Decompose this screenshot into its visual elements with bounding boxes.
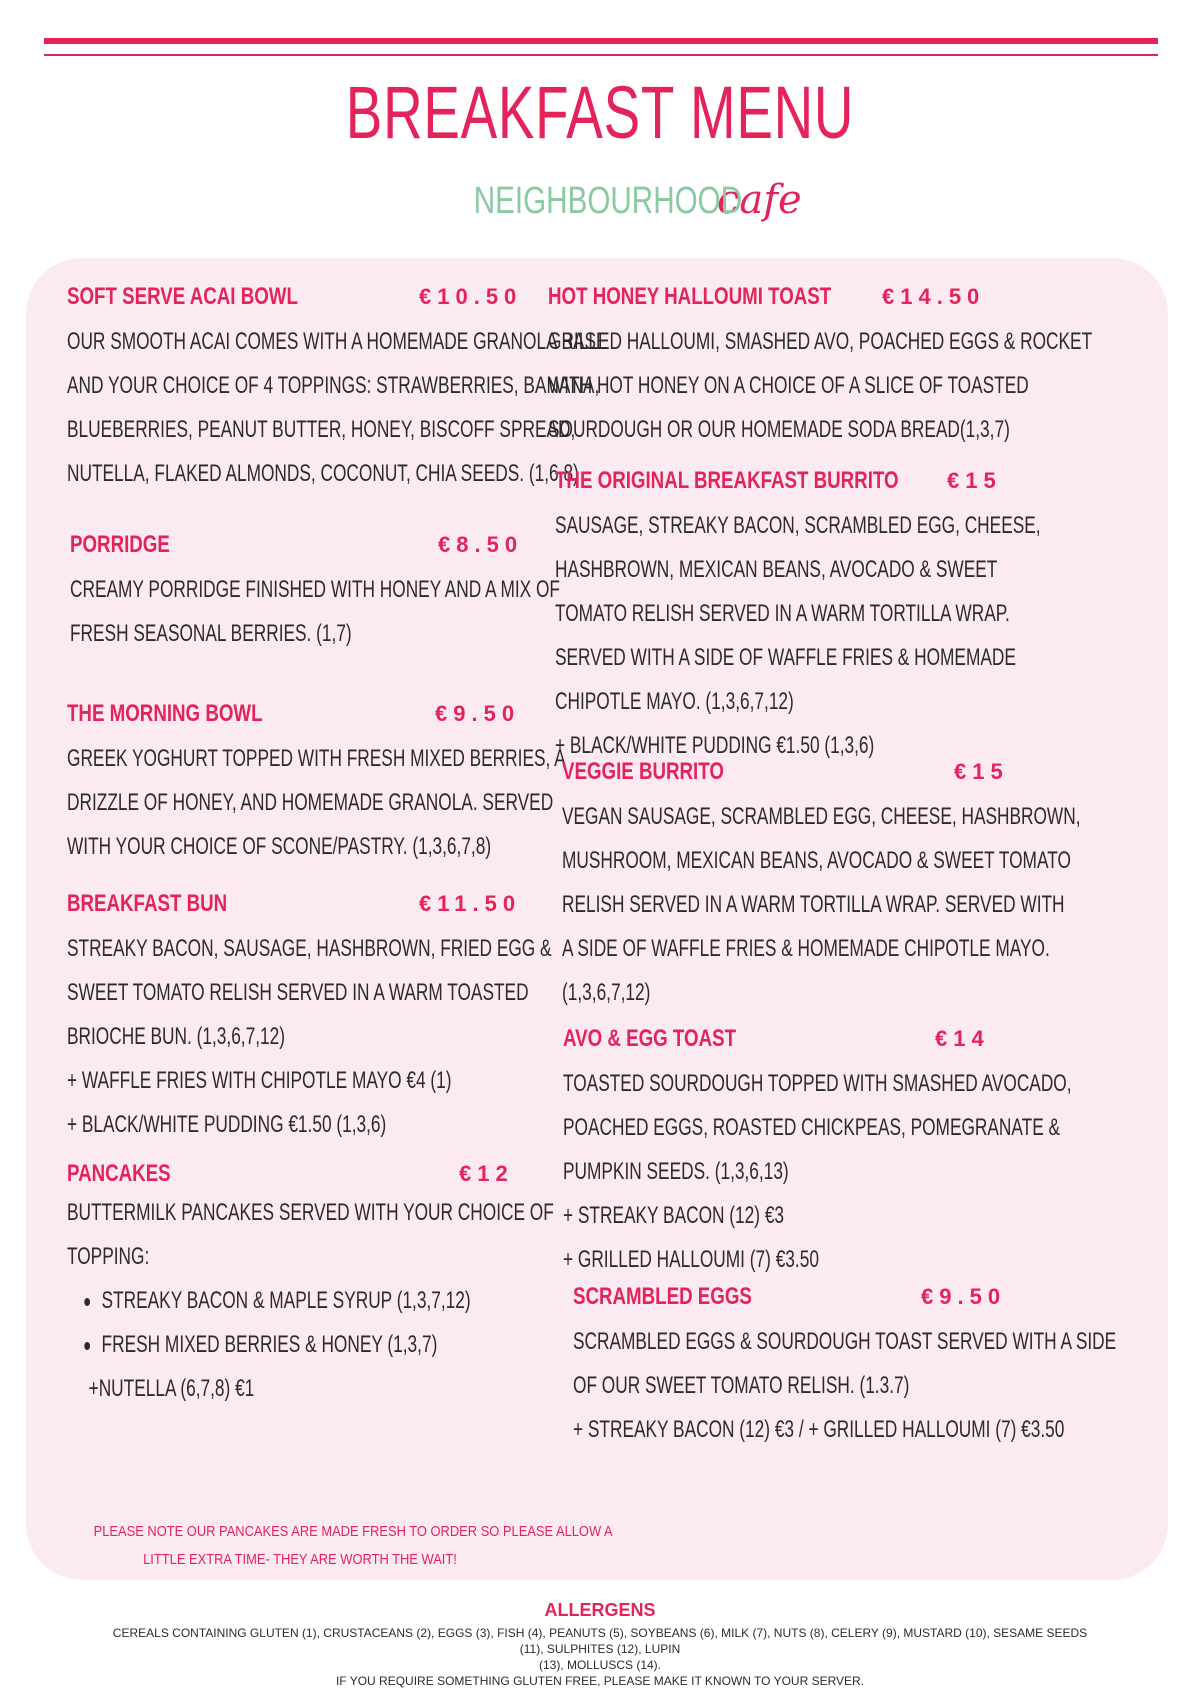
item-addon-line: + BLACK/WHITE PUDDING €1.50 (1,3,6) [67, 1111, 387, 1138]
brand-line [0, 176, 1200, 225]
item-description-line: TOMATO RELISH SERVED IN A WARM TORTILLA WRAP. [555, 600, 1010, 627]
item-description-line: GRILLED HALLOUMI, SMASHED AVO, POACHED EGGS & ROCKET [548, 328, 1093, 355]
menu-item-avo-egg-toast [563, 1022, 1072, 1282]
item-description-line: MUSHROOM, MEXICAN BEANS, AVOCADO & SWEET TOMATO [562, 847, 1071, 874]
item-description-line: PUMPKIN SEEDS. (1,3,6,13) [563, 1158, 789, 1185]
item-name: VEGGIE BURRITO [562, 758, 724, 785]
item-description-line: SCRAMBLED EGGS & SOURDOUGH TOAST SERVED WITH A SIDE [573, 1328, 1117, 1355]
item-description-line: HASHBROWN, MEXICAN BEANS, AVOCADO & SWEET [555, 556, 998, 583]
item-description-line: NUTELLA, FLAKED ALMONDS, COCONUT, CHIA SEEDS. (1,6,8) [67, 460, 579, 487]
allergens-line: (13), MOLLUSCS (14). [538, 1658, 662, 1672]
menu-item-pancakes [67, 1157, 554, 1411]
topping-bullet: STREAKY BACON & MAPLE SYRUP (1,3,7,12) [67, 1279, 405, 1323]
item-description-line: BRIOCHE BUN. (1,3,6,7,12) [67, 1023, 285, 1050]
item-description-line: GREEK YOGHURT TOPPED WITH FRESH MIXED BERRIES, A [67, 745, 566, 772]
item-description-line: CHIPOTLE MAYO. (1,3,6,7,12) [555, 688, 794, 715]
item-price: €9.50 [435, 701, 521, 726]
item-price: €12 [459, 1161, 514, 1186]
item-description-line: RELISH SERVED IN A WARM TORTILLA WRAP. SERVED WITH [562, 891, 1065, 918]
allergens-line: CEREALS CONTAINING GLUTEN (1), CRUSTACEANS (2), EGGS (3), FISH (4), PEANUTS (5), SOYBEANS (6), MILK (7), NUTS (8), CELERY (9), MUSTARD (10), SESAME SEEDS (11), SULPHITES (12), LUPIN [112, 1626, 1088, 1656]
menu-item-halloumi-toast [548, 280, 1093, 452]
brand-script: cafe [716, 177, 802, 223]
item-price: €10.50 [419, 284, 523, 309]
item-addon-line: + BLACK/WHITE PUDDING €1.50 (1,3,6) [555, 732, 875, 759]
item-description-line: A SIDE OF WAFFLE FRIES & HOMEMADE CHIPOTLE MAYO. [562, 935, 1050, 962]
item-description-line: SERVED WITH A SIDE OF WAFFLE FRIES & HOMEMADE [555, 644, 1016, 671]
item-description-line: WITH YOUR CHOICE OF SCONE/PASTRY. (1,3,6,7,8) [67, 833, 492, 860]
item-description-line: SOURDOUGH OR OUR HOMEMADE SODA BREAD(1,3,7) [548, 416, 1010, 443]
item-price: €9.50 [921, 1284, 1007, 1309]
item-description-line: SAUSAGE, STREAKY BACON, SCRAMBLED EGG, CHEESE, [555, 512, 1041, 539]
item-addon-line: + GRILLED HALLOUMI (7) €3.50 [563, 1246, 819, 1273]
item-description-line: AND YOUR CHOICE OF 4 TOPPINGS: STRAWBERRIES, BANANA, [67, 372, 600, 399]
item-description-line: BLUEBERRIES, PEANUT BUTTER, HONEY, BISCOFF SPREAD, [67, 416, 576, 443]
item-name: PANCAKES [67, 1160, 171, 1187]
item-price: €8.50 [438, 532, 524, 557]
item-addon-line: +NUTELLA (6,7,8) €1 [88, 1375, 255, 1402]
item-name: THE MORNING BOWL [67, 700, 263, 727]
item-description-line: TOPPING: [67, 1243, 150, 1270]
topping-bullet: FRESH MIXED BERRIES & HONEY (1,3,7) [67, 1323, 405, 1367]
item-description-line: BUTTERMILK PANCAKES SERVED WITH YOUR CHOICE OF [67, 1199, 554, 1226]
item-description-line: (1,3,6,7,12) [562, 979, 651, 1006]
item-description-line: POACHED EGGS, ROASTED CHICKPEAS, POMEGRANATE & [563, 1114, 1061, 1141]
item-addon-line: + STREAKY BACON (12) €3 [563, 1202, 785, 1229]
item-name: SOFT SERVE ACAI BOWL [67, 283, 298, 310]
menu-item-breakfast-bun [67, 887, 552, 1147]
item-name: BREAKFAST BUN [67, 890, 228, 917]
item-description-line: STREAKY BACON, SAUSAGE, HASHBROWN, FRIED EGG & [67, 935, 552, 962]
pancake-note-line: PLEASE NOTE OUR PANCAKES ARE MADE FRESH TO ORDER SO PLEASE ALLOW A [93, 1523, 613, 1540]
item-name: AVO & EGG TOAST [563, 1025, 737, 1052]
brand-main: NEIGHBOURHOOD [473, 180, 743, 222]
item-description-line: FRESH SEASONAL BERRIES. (1,7) [70, 620, 352, 647]
item-description-line: CREAMY PORRIDGE FINISHED WITH HONEY AND A MIX OF [70, 576, 560, 603]
allergens-text [100, 1625, 1100, 1689]
item-name: THE ORIGINAL BREAKFAST BURRITO [555, 467, 899, 494]
top-rule-thick [44, 38, 1158, 44]
menu-item-acai-bowl [67, 280, 608, 496]
item-price: €15 [954, 759, 1009, 784]
item-name: SCRAMBLED EGGS [573, 1283, 752, 1310]
menu-item-veggie-burrito [562, 755, 1081, 1015]
item-name: HOT HONEY HALLOUMI TOAST [548, 283, 832, 310]
item-description-line: OF OUR SWEET TOMATO RELISH. (1.3.7) [573, 1372, 910, 1399]
item-name: PORRIDGE [70, 531, 170, 558]
item-price: €14 [935, 1026, 990, 1051]
pancake-note [60, 1518, 613, 1574]
top-rule-thin [44, 54, 1158, 56]
item-description-line: WITH HOT HONEY ON A CHOICE OF A SLICE OF TOASTED [548, 372, 1029, 399]
item-addon-line: + STREAKY BACON (12) €3 / + GRILLED HALLOUMI (7) €3.50 [573, 1416, 1065, 1443]
menu-item-scrambled-eggs [573, 1280, 1117, 1452]
item-description-line: DRIZZLE OF HONEY, AND HOMEMADE GRANOLA. SERVED [67, 789, 554, 816]
item-description-line: OUR SMOOTH ACAI COMES WITH A HOMEMADE GRANOLA BASE [67, 328, 608, 355]
item-description-line: VEGAN SAUSAGE, SCRAMBLED EGG, CHEESE, HASHBROWN, [562, 803, 1081, 830]
item-price: €11.50 [419, 891, 522, 916]
item-price: €14.50 [882, 284, 986, 309]
allergens-title: ALLERGENS [544, 1600, 656, 1620]
item-addon-line: + WAFFLE FRIES WITH CHIPOTLE MAYO €4 (1) [67, 1067, 452, 1094]
allergens-line: IF YOU REQUIRE SOMETHING GLUTEN FREE, PLEASE MAKE IT KNOWN TO YOUR SERVER. [335, 1674, 865, 1688]
menu-item-breakfast-burrito [555, 464, 1041, 768]
menu-item-morning-bowl [67, 697, 566, 869]
item-description-line: SWEET TOMATO RELISH SERVED IN A WARM TOASTED [67, 979, 529, 1006]
menu-item-porridge [70, 528, 560, 656]
item-price: €15 [947, 468, 1002, 493]
pancake-note-line: LITTLE EXTRA TIME- THEY ARE WORTH THE WAIT! [143, 1551, 457, 1568]
menu-title: BREAKFAST MENU [345, 71, 855, 154]
item-description-line: TOASTED SOURDOUGH TOPPED WITH SMASHED AVOCADO, [563, 1070, 1072, 1097]
